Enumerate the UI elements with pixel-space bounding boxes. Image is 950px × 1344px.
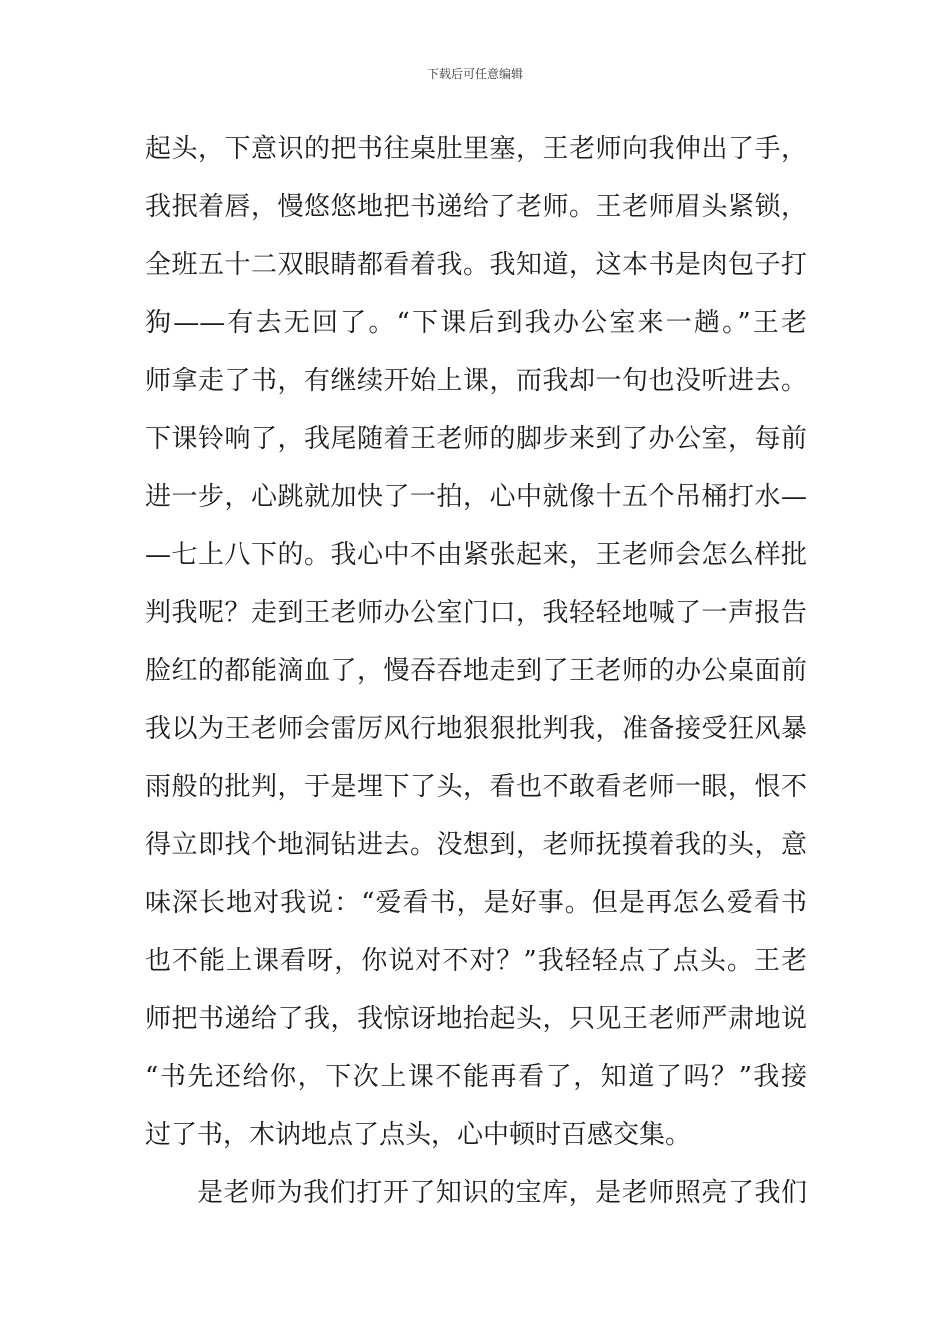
text-line: 判我呢？走到王老师办公室门口，我轻轻地喊了一声报告 <box>145 598 807 628</box>
page-header-note: 下载后可任意编辑 <box>426 67 523 81</box>
text-line: 下课铃响了，我尾随着王老师的脚步来到了办公室，每前 <box>145 424 807 454</box>
text-line: 味深长地对我说：“爱看书，是好事。但是再怎么爱看书 <box>145 888 807 918</box>
text-line: 师拿走了书，有继续开始上课，而我却一句也没听进去。 <box>145 366 807 396</box>
text-line: 得立即找个地洞钻进去。没想到，老师抚摸着我的头，意 <box>145 830 807 860</box>
text-line: 全班五十二双眼睛都看着我。我知道，这本书是肉包子打 <box>145 250 807 280</box>
text-line: —七上八下的。我心中不由紧张起来，王老师会怎么样批 <box>145 540 807 570</box>
text-line: 也不能上课看呀，你说对不对？”我轻轻点了点头。王老 <box>145 946 807 976</box>
paragraph-end-line: 过了书，木讷地点了点头，心中顿时百感交集。 <box>145 1120 692 1150</box>
text-line: 我抿着唇，慢悠悠地把书递给了老师。王老师眉头紧锁， <box>145 192 807 222</box>
text-line: 进一步，心跳就加快了一拍，心中就像十五个吊桶打水— <box>145 482 807 512</box>
document-body <box>145 120 807 1222</box>
paragraph-start-line: 是老师为我们打开了知识的宝库，是老师照亮了我们 <box>197 1178 807 1208</box>
text-line: 我以为王老师会雷厉风行地狠狠批判我，准备接受狂风暴 <box>145 714 807 744</box>
text-line: 狗——有去无回了。“下课后到我办公室来一趟。”王老 <box>145 308 807 338</box>
text-line: 师把书递给了我，我惊讶地抬起头，只见王老师严肃地说 <box>145 1004 807 1034</box>
text-line: 雨般的批判，于是埋下了头，看也不敢看老师一眼，恨不 <box>145 772 807 802</box>
text-line: 脸红的都能滴血了，慢吞吞地走到了王老师的办公桌面前 <box>145 656 807 686</box>
text-line: “书先还给你，下次上课不能再看了，知道了吗？”我接 <box>145 1062 807 1092</box>
text-line: 起头，下意识的把书往桌肚里塞，王老师向我伸出了手， <box>145 134 807 164</box>
